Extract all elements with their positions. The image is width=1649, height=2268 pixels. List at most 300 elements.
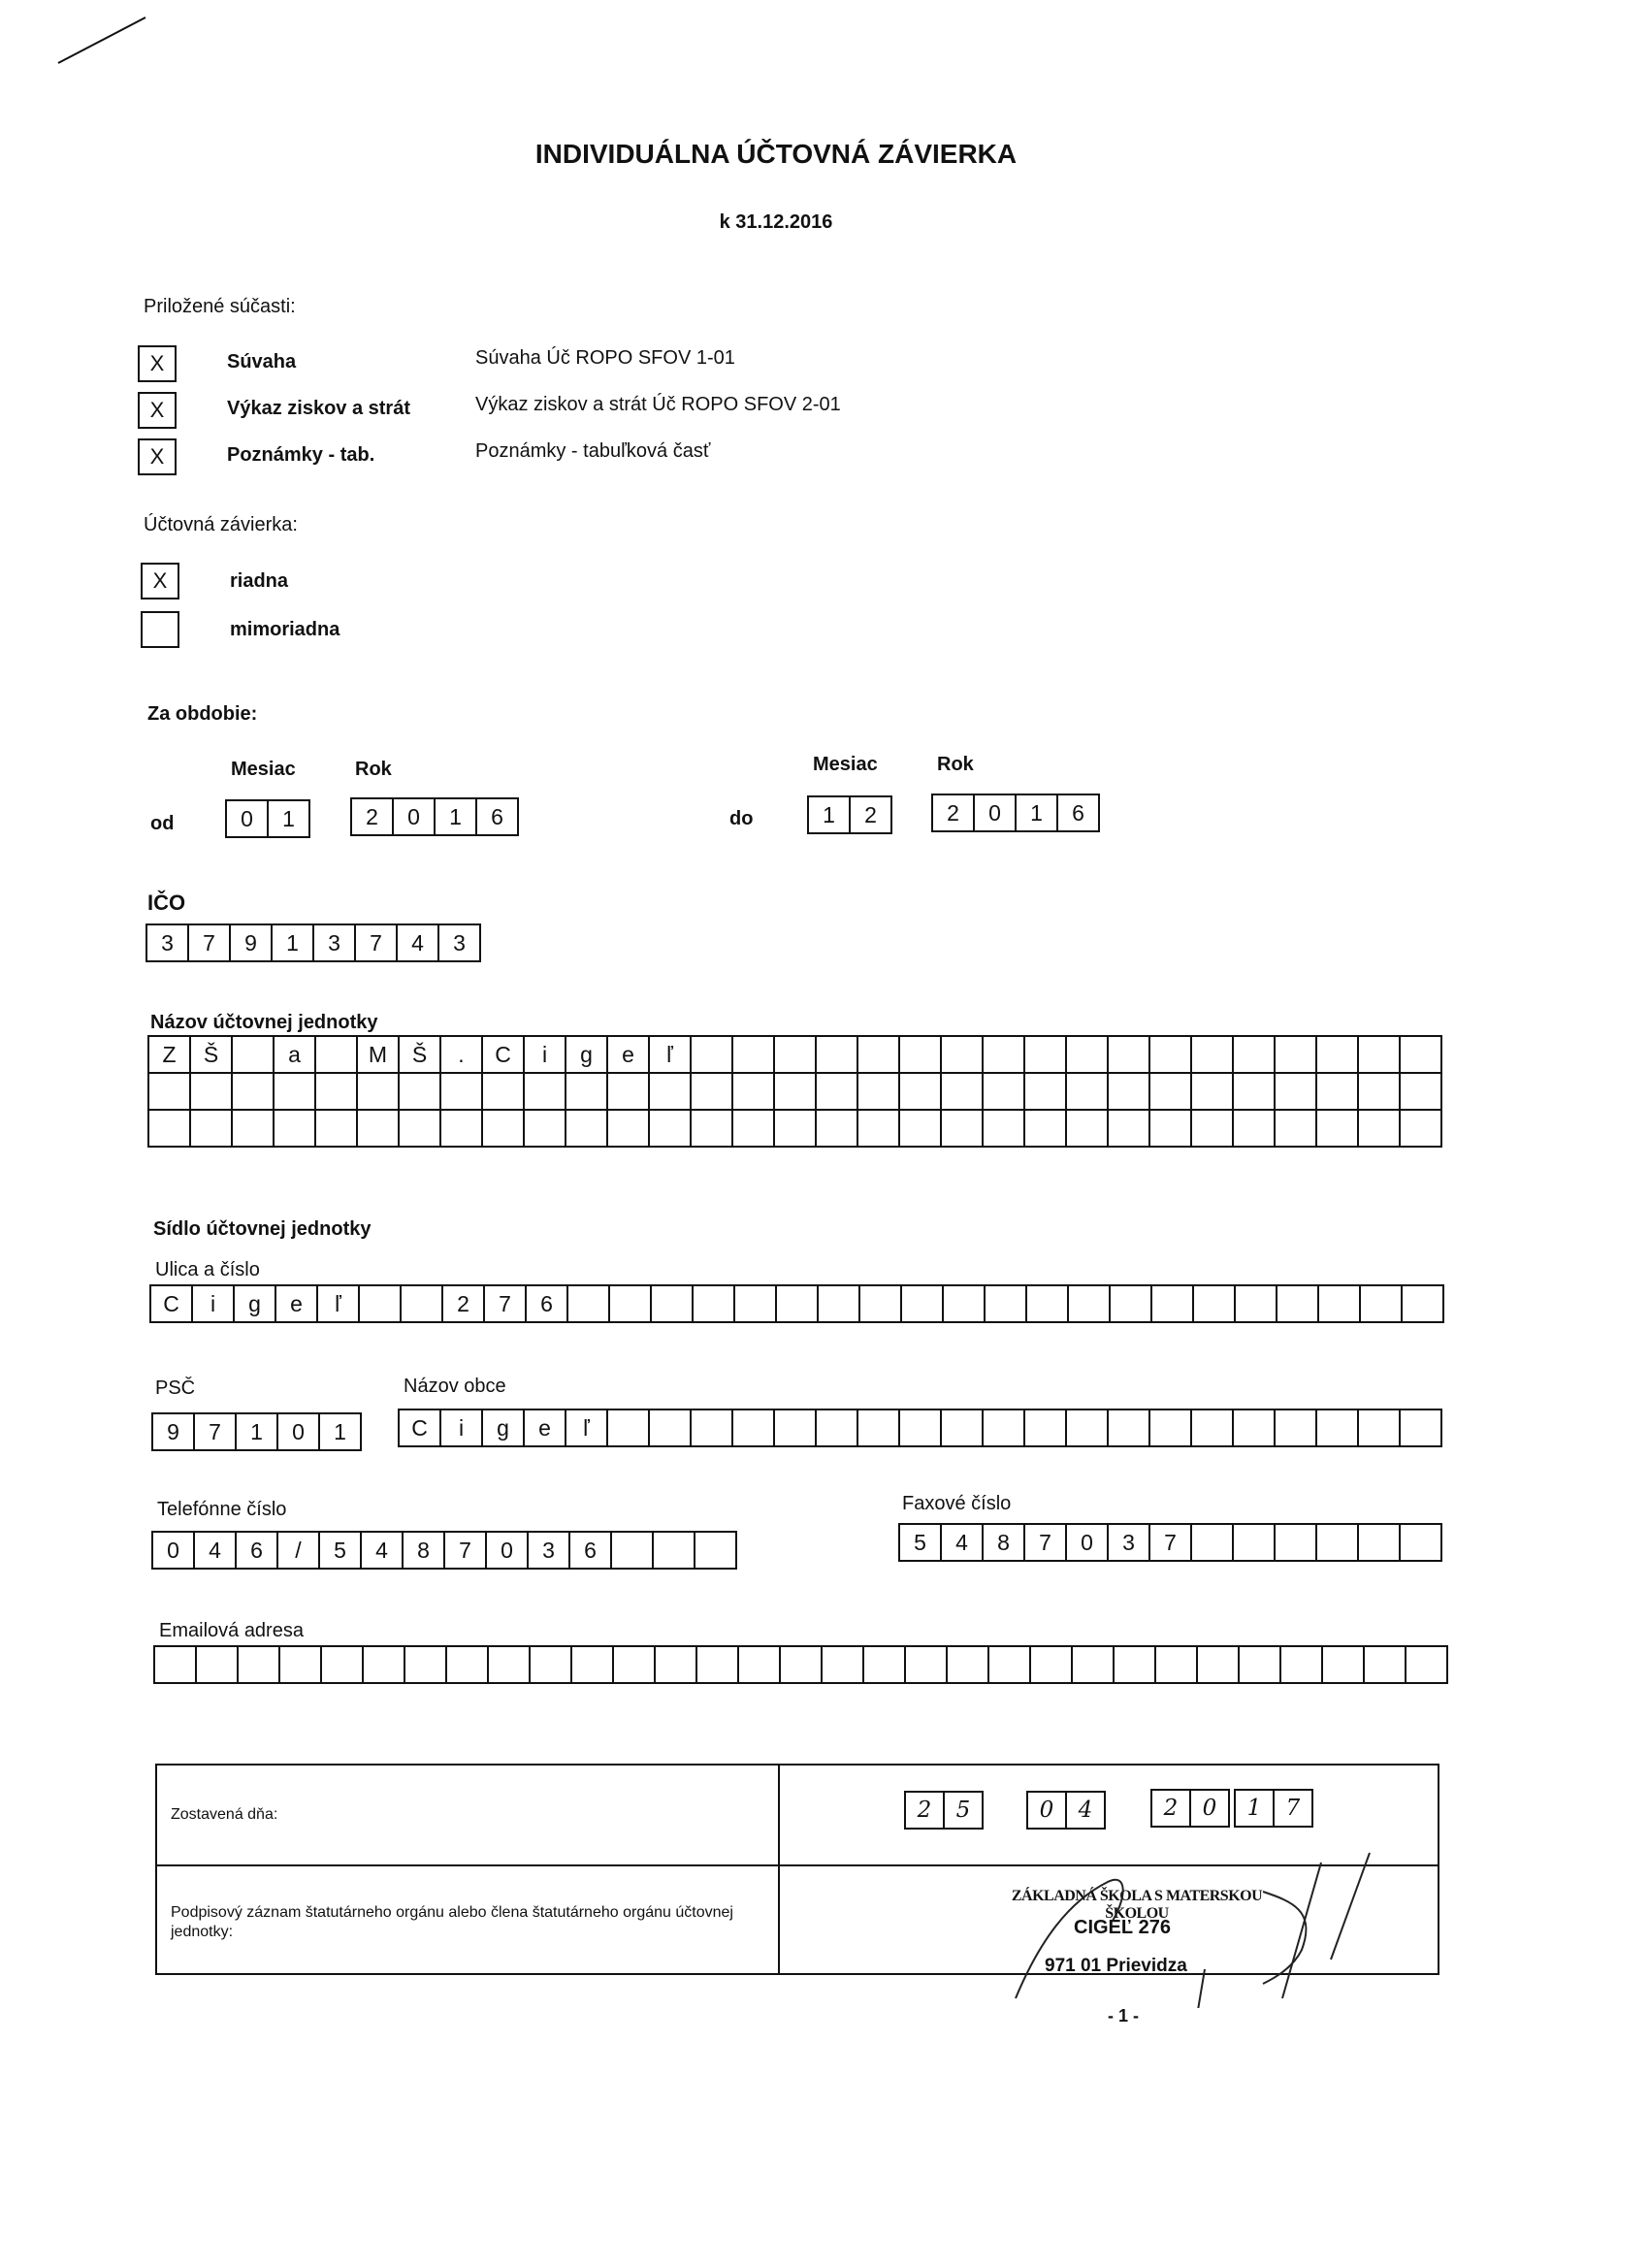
char-cell <box>1234 1410 1276 1447</box>
char-cell: 0 <box>278 1414 320 1451</box>
char-cell: 1 <box>273 925 314 962</box>
ico-field[interactable] <box>146 923 481 962</box>
char-cell <box>239 1647 280 1684</box>
char-cell <box>1361 1286 1403 1323</box>
char-cell <box>650 1074 692 1111</box>
char-cell <box>694 1286 735 1323</box>
char-cell <box>823 1647 864 1684</box>
char-cell <box>275 1111 316 1148</box>
phone-label: Telefónne číslo <box>157 1499 287 1520</box>
char-cell <box>525 1074 566 1111</box>
char-cell: 7 <box>485 1286 527 1323</box>
char-cell <box>858 1074 900 1111</box>
char-cell: C <box>400 1410 441 1447</box>
char-cell <box>1115 1647 1156 1684</box>
page-title: INDIVIDUÁLNA ÚČTOVNÁ ZÁVIERKA <box>534 139 1018 169</box>
char-cell <box>360 1286 402 1323</box>
char-cell <box>1194 1286 1236 1323</box>
email-field[interactable] <box>153 1645 1448 1684</box>
attachments-list <box>138 341 914 481</box>
attachment-checkbox[interactable]: X <box>138 438 177 475</box>
attachment-checkbox[interactable]: X <box>138 392 177 429</box>
char-cell <box>280 1647 322 1684</box>
table-divider-vertical <box>778 1766 780 1973</box>
char-cell: 6 <box>237 1533 278 1570</box>
char-cell: 0 <box>153 1533 195 1570</box>
char-cell: 5 <box>900 1525 942 1562</box>
char-cell <box>191 1111 233 1148</box>
char-cell <box>1150 1111 1192 1148</box>
char-cell <box>777 1286 819 1323</box>
char-cell <box>1319 1286 1361 1323</box>
char-cell <box>695 1533 737 1570</box>
char-cell: 3 <box>529 1533 570 1570</box>
statement-type-label: mimoriadna <box>230 619 340 640</box>
char-cell <box>1359 1111 1401 1148</box>
char-cell: g <box>483 1410 525 1447</box>
char-cell: a <box>275 1037 316 1074</box>
statement-type-heading: Účtovná závierka: <box>144 514 298 535</box>
char-cell: 7 <box>1275 1791 1313 1828</box>
char-cell <box>1276 1111 1317 1148</box>
ico-label: IČO <box>147 891 186 915</box>
char-cell <box>1067 1037 1109 1074</box>
handwritten-signature <box>982 1843 1389 2008</box>
char-cell: 2 <box>352 799 394 836</box>
char-cell <box>1276 1410 1317 1447</box>
char-cell <box>1025 1037 1067 1074</box>
char-cell <box>1401 1410 1442 1447</box>
char-cell: 6 <box>570 1533 612 1570</box>
char-cell <box>1317 1525 1359 1562</box>
char-cell <box>155 1647 197 1684</box>
statement-type-option <box>141 611 529 660</box>
char-cell: Š <box>400 1037 441 1074</box>
char-cell <box>942 1111 984 1148</box>
char-cell <box>1192 1111 1234 1148</box>
char-cell: i <box>441 1410 483 1447</box>
psc-label: PSČ <box>155 1377 196 1399</box>
compiled-month-field[interactable] <box>1026 1791 1106 1830</box>
char-cell <box>1073 1647 1115 1684</box>
char-cell <box>942 1410 984 1447</box>
char-cell <box>233 1037 275 1074</box>
char-cell <box>612 1533 654 1570</box>
char-cell <box>405 1647 447 1684</box>
attachment-description: Poznámky - tabuľková časť <box>475 440 711 462</box>
char-cell <box>1109 1111 1150 1148</box>
char-cell <box>447 1647 489 1684</box>
char-cell: 4 <box>1067 1793 1106 1830</box>
address-heading: Sídlo účtovnej jednotky <box>153 1218 372 1240</box>
char-cell <box>400 1074 441 1111</box>
char-cell: 0 <box>487 1533 529 1570</box>
char-cell <box>1156 1647 1198 1684</box>
char-cell <box>1150 1074 1192 1111</box>
char-cell <box>864 1647 906 1684</box>
char-cell: / <box>278 1533 320 1570</box>
char-cell <box>692 1410 733 1447</box>
char-cell: e <box>525 1410 566 1447</box>
char-cell: 2 <box>851 797 892 834</box>
char-cell <box>733 1410 775 1447</box>
street-field[interactable] <box>149 1284 1444 1323</box>
char-cell <box>483 1111 525 1148</box>
char-cell: C <box>483 1037 525 1074</box>
char-cell <box>942 1037 984 1074</box>
char-cell <box>1069 1286 1111 1323</box>
char-cell: 3 <box>1109 1525 1150 1562</box>
char-cell <box>1401 1525 1442 1562</box>
from-month-field[interactable] <box>225 799 310 838</box>
char-cell <box>656 1647 697 1684</box>
char-cell <box>984 1111 1025 1148</box>
char-cell <box>316 1037 358 1074</box>
char-cell: . <box>441 1037 483 1074</box>
char-cell: 9 <box>153 1414 195 1451</box>
char-cell <box>483 1074 525 1111</box>
char-cell <box>819 1286 860 1323</box>
char-cell: 4 <box>398 925 439 962</box>
statement-type-checkbox[interactable] <box>141 611 179 648</box>
char-cell <box>860 1286 902 1323</box>
char-cell <box>733 1037 775 1074</box>
to-label: do <box>729 808 754 829</box>
attachment-name: Súvaha <box>227 351 297 373</box>
compiled-year-field-1[interactable] <box>1150 1789 1230 1828</box>
char-cell: 4 <box>942 1525 984 1562</box>
char-cell <box>984 1410 1025 1447</box>
statement-type-option <box>141 563 529 611</box>
char-cell <box>692 1037 733 1074</box>
char-cell: 5 <box>320 1533 362 1570</box>
char-cell <box>358 1074 400 1111</box>
char-cell <box>1192 1074 1234 1111</box>
char-cell: 0 <box>1191 1791 1230 1828</box>
char-cell <box>1192 1037 1234 1074</box>
entity-name-label: Názov účtovnej jednotky <box>150 1012 378 1033</box>
char-cell: 1 <box>237 1414 278 1451</box>
char-cell <box>817 1111 858 1148</box>
char-cell <box>692 1074 733 1111</box>
char-cell <box>1234 1074 1276 1111</box>
phone-field[interactable] <box>151 1531 737 1570</box>
char-cell <box>900 1410 942 1447</box>
char-cell <box>902 1286 944 1323</box>
char-cell <box>1067 1111 1109 1148</box>
char-cell <box>652 1286 694 1323</box>
from-month-label: Mesiac <box>231 759 296 780</box>
char-cell: C <box>151 1286 193 1323</box>
char-cell <box>568 1286 610 1323</box>
char-cell <box>984 1037 1025 1074</box>
pen-mark-decoration <box>53 10 150 68</box>
char-cell <box>775 1111 817 1148</box>
char-cell: 0 <box>1028 1793 1067 1830</box>
char-cell: M <box>358 1037 400 1074</box>
char-cell <box>149 1074 191 1111</box>
char-cell <box>610 1286 652 1323</box>
signature-table <box>155 1764 1439 1975</box>
char-cell <box>1192 1525 1234 1562</box>
attachment-description: Výkaz ziskov a strát Úč ROPO SFOV 2-01 <box>475 394 841 415</box>
char-cell <box>441 1074 483 1111</box>
char-cell <box>1109 1037 1150 1074</box>
char-cell <box>817 1037 858 1074</box>
statement-type-options <box>141 563 529 660</box>
char-cell: 7 <box>189 925 231 962</box>
to-year-label: Rok <box>937 754 974 775</box>
compiled-day-field[interactable] <box>904 1791 984 1830</box>
char-cell <box>1276 1525 1317 1562</box>
char-cell: 7 <box>445 1533 487 1570</box>
char-cell <box>1317 1037 1359 1074</box>
char-cell <box>781 1647 823 1684</box>
char-cell <box>1276 1074 1317 1111</box>
attachment-description: Súvaha Úč ROPO SFOV 1-01 <box>475 347 735 369</box>
char-cell: 2 <box>906 1793 945 1830</box>
char-cell <box>1401 1111 1442 1148</box>
char-cell <box>1234 1037 1276 1074</box>
char-cell: g <box>235 1286 276 1323</box>
char-cell <box>1234 1111 1276 1148</box>
char-cell <box>858 1111 900 1148</box>
char-cell <box>989 1647 1031 1684</box>
char-cell <box>650 1111 692 1148</box>
city-field[interactable] <box>398 1409 1442 1447</box>
char-cell: 3 <box>147 925 189 962</box>
char-cell <box>817 1410 858 1447</box>
char-cell: 6 <box>477 799 519 836</box>
char-cell <box>233 1111 275 1148</box>
char-cell: Š <box>191 1037 233 1074</box>
char-cell <box>735 1286 777 1323</box>
signature-label: Podpisový záznam štatutárneho orgánu alebo člena štatutárneho orgánu účtovnej jednotky: <box>171 1904 733 1940</box>
attachment-checkbox[interactable]: X <box>138 345 177 382</box>
char-cell <box>1234 1525 1276 1562</box>
attachment-name: Poznámky - tab. <box>227 444 375 466</box>
page-number: - 1 - <box>1108 2006 1140 2025</box>
char-cell <box>775 1410 817 1447</box>
char-cell <box>149 1111 191 1148</box>
char-cell <box>1067 1410 1109 1447</box>
char-cell <box>900 1111 942 1148</box>
char-cell: 7 <box>1150 1525 1192 1562</box>
char-cell <box>1277 1286 1319 1323</box>
char-cell <box>1025 1111 1067 1148</box>
char-cell <box>654 1533 695 1570</box>
char-cell <box>566 1111 608 1148</box>
char-cell <box>697 1647 739 1684</box>
char-cell <box>1027 1286 1069 1323</box>
char-cell <box>1317 1111 1359 1148</box>
char-cell: 4 <box>195 1533 237 1570</box>
char-cell: g <box>566 1037 608 1074</box>
to-month-field[interactable] <box>807 795 892 834</box>
char-cell <box>402 1286 443 1323</box>
to-year-field[interactable] <box>931 794 1100 832</box>
char-cell: 0 <box>1067 1525 1109 1562</box>
char-cell <box>692 1111 733 1148</box>
char-cell: 1 <box>320 1414 362 1451</box>
char-cell <box>566 1074 608 1111</box>
char-cell: 1 <box>436 799 477 836</box>
compiled-year-field-2[interactable] <box>1234 1789 1313 1828</box>
attachment-row <box>138 388 914 435</box>
char-cell <box>316 1074 358 1111</box>
char-cell <box>364 1647 405 1684</box>
char-cell <box>1152 1286 1194 1323</box>
city-label: Názov obce <box>404 1376 506 1397</box>
char-cell: e <box>276 1286 318 1323</box>
char-cell <box>775 1037 817 1074</box>
stamp-line-3: 971 01 Prievidza <box>1045 1956 1187 1976</box>
char-cell <box>1281 1647 1323 1684</box>
char-cell <box>1025 1410 1067 1447</box>
char-cell: 6 <box>527 1286 568 1323</box>
char-cell: 6 <box>1058 795 1100 832</box>
char-cell <box>1236 1286 1277 1323</box>
char-cell <box>275 1074 316 1111</box>
char-cell: 1 <box>809 797 851 834</box>
from-label: od <box>150 813 175 834</box>
char-cell <box>1111 1286 1152 1323</box>
street-label: Ulica a číslo <box>155 1259 260 1280</box>
char-cell <box>614 1647 656 1684</box>
psc-field[interactable] <box>151 1412 362 1451</box>
char-cell: 8 <box>404 1533 445 1570</box>
char-cell <box>400 1111 441 1148</box>
char-cell: 7 <box>356 925 398 962</box>
char-cell: 2 <box>443 1286 485 1323</box>
char-cell: i <box>193 1286 235 1323</box>
char-cell <box>1317 1074 1359 1111</box>
char-cell <box>1150 1037 1192 1074</box>
char-cell <box>608 1111 650 1148</box>
from-year-field[interactable] <box>350 797 519 836</box>
char-cell <box>1067 1074 1109 1111</box>
char-cell <box>1365 1647 1406 1684</box>
char-cell <box>1150 1410 1192 1447</box>
char-cell: 2 <box>1152 1791 1191 1828</box>
report-date: k 31.12.2016 <box>719 211 833 233</box>
char-cell <box>1359 1074 1401 1111</box>
stamp-line-1: ZÁKLADNÁ ŠKOLA S MATERSKOU ŠKOLOU <box>1011 1888 1263 1922</box>
char-cell <box>1359 1410 1401 1447</box>
statement-type-label: riadna <box>230 570 289 592</box>
char-cell <box>1406 1647 1448 1684</box>
entity-name-field[interactable] <box>147 1035 1442 1148</box>
char-cell <box>572 1647 614 1684</box>
attachments-heading: Priložené súčasti: <box>144 296 296 317</box>
char-cell <box>608 1410 650 1447</box>
char-cell <box>316 1111 358 1148</box>
statement-type-checkbox[interactable]: X <box>141 563 179 599</box>
email-label: Emailová adresa <box>159 1620 304 1641</box>
char-cell: 0 <box>394 799 436 836</box>
char-cell <box>1276 1037 1317 1074</box>
fax-label: Faxové číslo <box>902 1493 1012 1514</box>
char-cell <box>775 1074 817 1111</box>
char-cell: 9 <box>231 925 273 962</box>
char-cell <box>1317 1410 1359 1447</box>
char-cell <box>322 1647 364 1684</box>
char-cell: ľ <box>650 1037 692 1074</box>
attachment-name: Výkaz ziskov a strát <box>227 398 410 419</box>
char-cell: 1 <box>1236 1791 1275 1828</box>
char-cell <box>900 1074 942 1111</box>
char-cell <box>858 1410 900 1447</box>
char-cell: 3 <box>314 925 356 962</box>
char-cell <box>1198 1647 1240 1684</box>
char-cell: i <box>525 1037 566 1074</box>
char-cell: 7 <box>1025 1525 1067 1562</box>
char-cell <box>197 1647 239 1684</box>
char-cell <box>1403 1286 1444 1323</box>
fax-field[interactable] <box>898 1523 1442 1562</box>
char-cell: 0 <box>975 795 1017 832</box>
char-cell <box>1240 1647 1281 1684</box>
char-cell <box>358 1111 400 1148</box>
char-cell: 7 <box>195 1414 237 1451</box>
char-cell <box>1109 1074 1150 1111</box>
to-month-label: Mesiac <box>813 754 878 775</box>
char-cell: 0 <box>227 801 269 838</box>
stamp-line-2: CIGEĽ 276 <box>1074 1917 1172 1938</box>
char-cell <box>944 1286 986 1323</box>
char-cell <box>1192 1410 1234 1447</box>
char-cell <box>531 1647 572 1684</box>
from-year-label: Rok <box>355 759 392 780</box>
char-cell <box>441 1111 483 1148</box>
char-cell <box>1025 1074 1067 1111</box>
char-cell: ľ <box>318 1286 360 1323</box>
char-cell <box>233 1074 275 1111</box>
char-cell: 5 <box>945 1793 984 1830</box>
char-cell: 8 <box>984 1525 1025 1562</box>
char-cell: e <box>608 1037 650 1074</box>
compiled-label: Zostavená dňa: <box>171 1806 278 1823</box>
char-cell <box>942 1074 984 1111</box>
attachment-row <box>138 341 914 388</box>
char-cell: 2 <box>933 795 975 832</box>
char-cell: 1 <box>269 801 310 838</box>
char-cell <box>858 1037 900 1074</box>
char-cell <box>900 1037 942 1074</box>
char-cell <box>906 1647 948 1684</box>
period-heading: Za obdobie: <box>147 703 258 725</box>
char-cell <box>948 1647 989 1684</box>
char-cell: ľ <box>566 1410 608 1447</box>
char-cell <box>1359 1525 1401 1562</box>
char-cell <box>1401 1037 1442 1074</box>
char-cell <box>1031 1647 1073 1684</box>
char-cell <box>733 1074 775 1111</box>
char-cell <box>1109 1410 1150 1447</box>
char-cell <box>650 1410 692 1447</box>
char-cell <box>191 1074 233 1111</box>
char-cell <box>984 1074 1025 1111</box>
char-cell <box>489 1647 531 1684</box>
attachment-row <box>138 435 914 481</box>
char-cell: 1 <box>1017 795 1058 832</box>
char-cell <box>739 1647 781 1684</box>
char-cell <box>525 1111 566 1148</box>
char-cell <box>1359 1037 1401 1074</box>
char-cell: 3 <box>439 925 481 962</box>
char-cell <box>733 1111 775 1148</box>
char-cell <box>608 1074 650 1111</box>
